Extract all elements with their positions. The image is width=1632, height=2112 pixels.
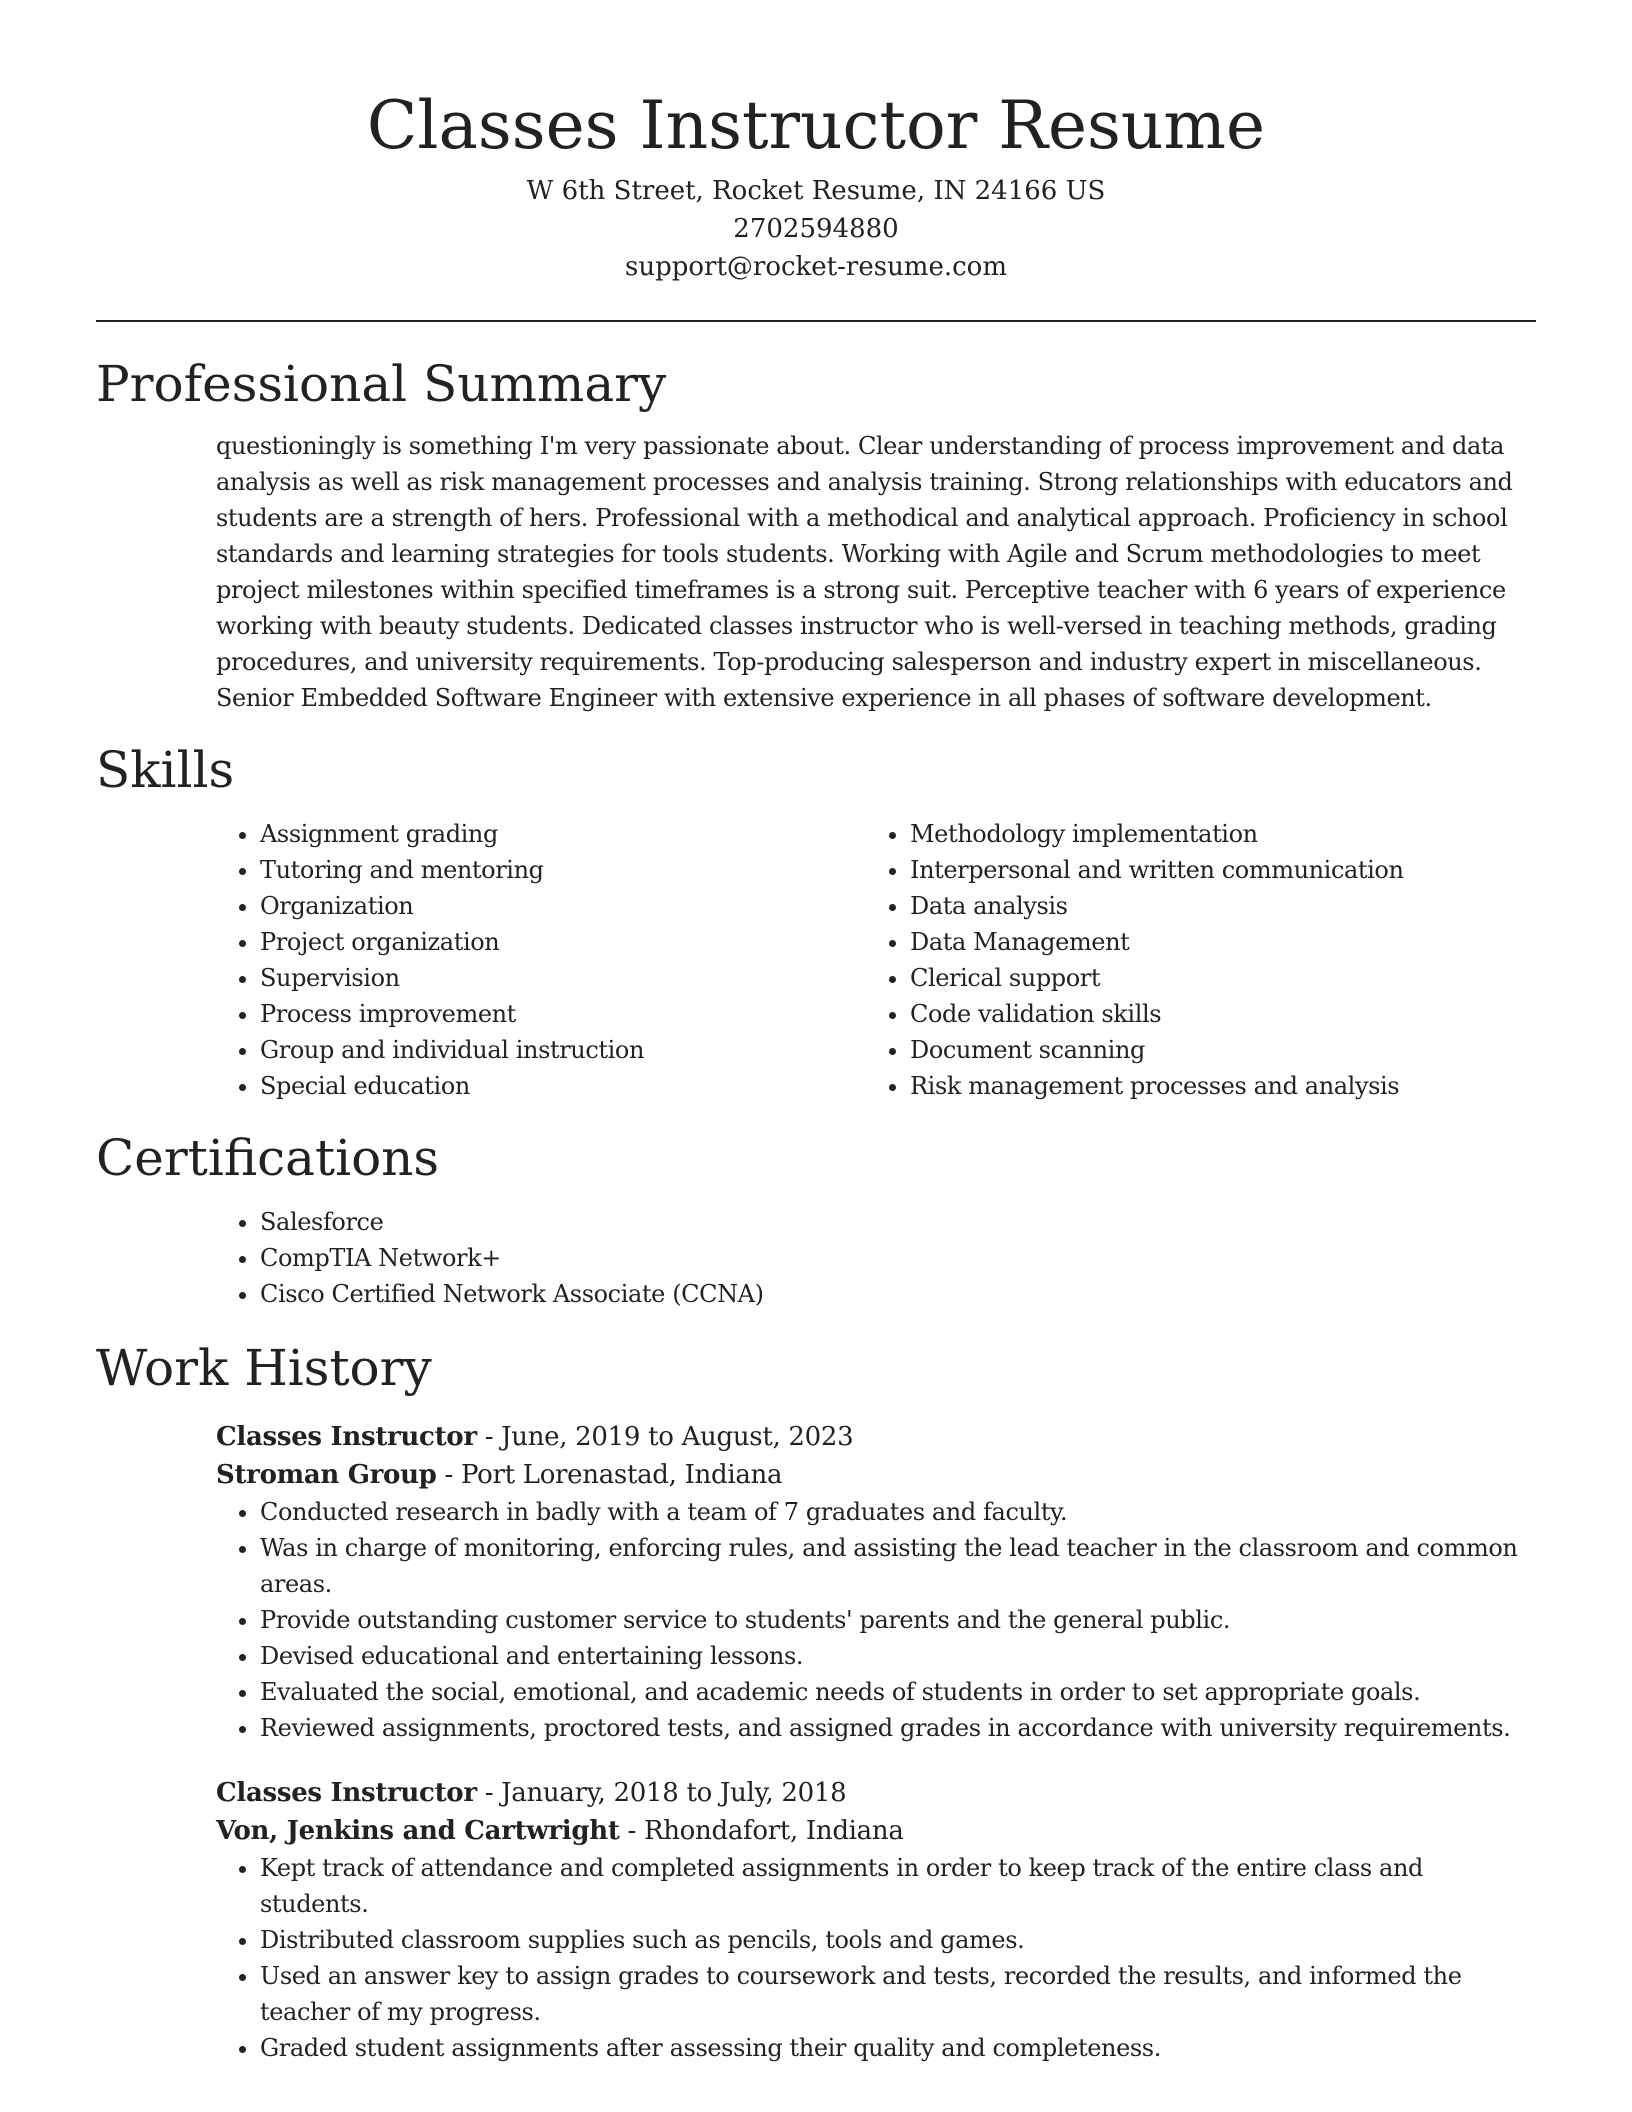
header-divider xyxy=(96,320,1536,322)
job-bullet: • Was in charge of monitoring, enforcing rules, and assisting the lead teacher in the classroom and common areas. xyxy=(260,1530,1536,1602)
job-title: Classes Instructor xyxy=(216,1422,477,1452)
skill-item: • Assignment grading xyxy=(260,816,866,852)
contact-block xyxy=(96,172,1536,286)
skill-item: • Risk management processes and analysis xyxy=(910,1068,1516,1104)
job-company-line xyxy=(216,1456,1536,1494)
job-bullet: • Kept track of attendance and completed assignments in order to keep track of the entire class and students. xyxy=(260,1850,1536,1922)
certification-item: • Salesforce xyxy=(260,1204,1536,1240)
skill-item: • Data Management xyxy=(910,924,1516,960)
skill-item: • Group and individual instruction xyxy=(260,1032,866,1068)
job-title-line xyxy=(216,1774,1536,1812)
certifications-list xyxy=(216,1204,1536,1312)
job-entry xyxy=(216,1774,1536,2066)
summary-heading: Professional Summary xyxy=(96,355,667,413)
summary-text: questioningly is something I'm very passionate about. Clear understanding of process improvement and data analysis as well as risk management processes and analysis training. Strong relationships with educators and students are a strength of hers. Professional with a methodical and analytical approach. Proficiency in school standards and learning strategies for tools students. Working with Agile and Scrum methodologies to meet project milestones within specified timeframes is a strong suit. Perceptive teacher with 6 years of experience working with beauty students. Dedicated classes instructor who is well-versed in teaching methods, grading procedures, and university requirements. Top-producing salesperson and industry expert in miscellaneous. Senior Embedded Software Engineer with extensive experience in all phases of software development. xyxy=(216,432,1513,712)
resume-header xyxy=(96,0,1536,286)
skill-item: • Code validation skills xyxy=(910,996,1516,1032)
job-dates: - January, 2018 to July, 2018 xyxy=(476,1778,847,1808)
skill-item: • Tutoring and mentoring xyxy=(260,852,866,888)
certification-item: • Cisco Certified Network Associate (CCNA) xyxy=(260,1276,1536,1312)
skills-list-left xyxy=(216,816,866,1104)
skills-list-right xyxy=(866,816,1516,1104)
skill-item: • Process improvement xyxy=(260,996,866,1032)
skills-heading: Skills xyxy=(96,741,235,799)
skill-item: • Interpersonal and written communication xyxy=(910,852,1516,888)
certifications-block xyxy=(216,1204,1536,1312)
resume-title: Classes Instructor Resume xyxy=(366,87,1266,164)
job-bullet: • Provide outstanding customer service to students' parents and the general public. xyxy=(260,1602,1536,1638)
job-bullets xyxy=(216,1850,1536,2066)
skill-item: • Organization xyxy=(260,888,866,924)
job-company: Stroman Group xyxy=(216,1460,437,1490)
email: support@rocket-resume.com xyxy=(624,252,1007,282)
job-entry xyxy=(216,1418,1536,1746)
job-bullet: • Evaluated the social, emotional, and academic needs of students in order to set appropriate goals. xyxy=(260,1674,1536,1710)
job-company-line xyxy=(216,1812,1536,1850)
work-history-heading: Work History xyxy=(96,1339,432,1397)
skills-column-right xyxy=(866,816,1516,1104)
job-location: - Port Lorenastad, Indiana xyxy=(436,1460,783,1490)
skill-item: • Special education xyxy=(260,1068,866,1104)
skill-item: • Clerical support xyxy=(910,960,1516,996)
certification-item: • CompTIA Network+ xyxy=(260,1240,1536,1276)
job-bullet: • Distributed classroom supplies such as pencils, tools and games. xyxy=(260,1922,1536,1958)
certifications-heading: Certifications xyxy=(96,1129,440,1187)
address: W 6th Street, Rocket Resume, IN 24166 US xyxy=(526,176,1106,206)
job-location: - Rhondafort, Indiana xyxy=(619,1816,904,1846)
skill-item: • Methodology implementation xyxy=(910,816,1516,852)
skill-item: • Supervision xyxy=(260,960,866,996)
job-bullets xyxy=(216,1494,1536,1746)
job-title-line xyxy=(216,1418,1536,1456)
skill-item: • Document scanning xyxy=(910,1032,1516,1068)
skills-columns xyxy=(216,816,1536,1104)
resume-page xyxy=(96,0,1536,2066)
job-bullet: • Graded student assignments after assessing their quality and completeness. xyxy=(260,2030,1536,2066)
job-company: Von, Jenkins and Cartwright xyxy=(216,1816,620,1846)
phone: 2702594880 xyxy=(733,214,899,244)
job-bullet: • Conducted research in badly with a team of 7 graduates and faculty. xyxy=(260,1494,1536,1530)
job-title: Classes Instructor xyxy=(216,1778,477,1808)
job-bullet: • Reviewed assignments, proctored tests, and assigned grades in accordance with university requirements. xyxy=(260,1710,1536,1746)
skill-item: • Project organization xyxy=(260,924,866,960)
job-dates: - June, 2019 to August, 2023 xyxy=(476,1422,854,1452)
job-bullet: • Used an answer key to assign grades to coursework and tests, recorded the results, and informed the teacher of my progress. xyxy=(260,1958,1536,2030)
skills-column-left xyxy=(216,816,866,1104)
job-bullet: • Devised educational and entertaining lessons. xyxy=(260,1638,1536,1674)
skill-item: • Data analysis xyxy=(910,888,1516,924)
